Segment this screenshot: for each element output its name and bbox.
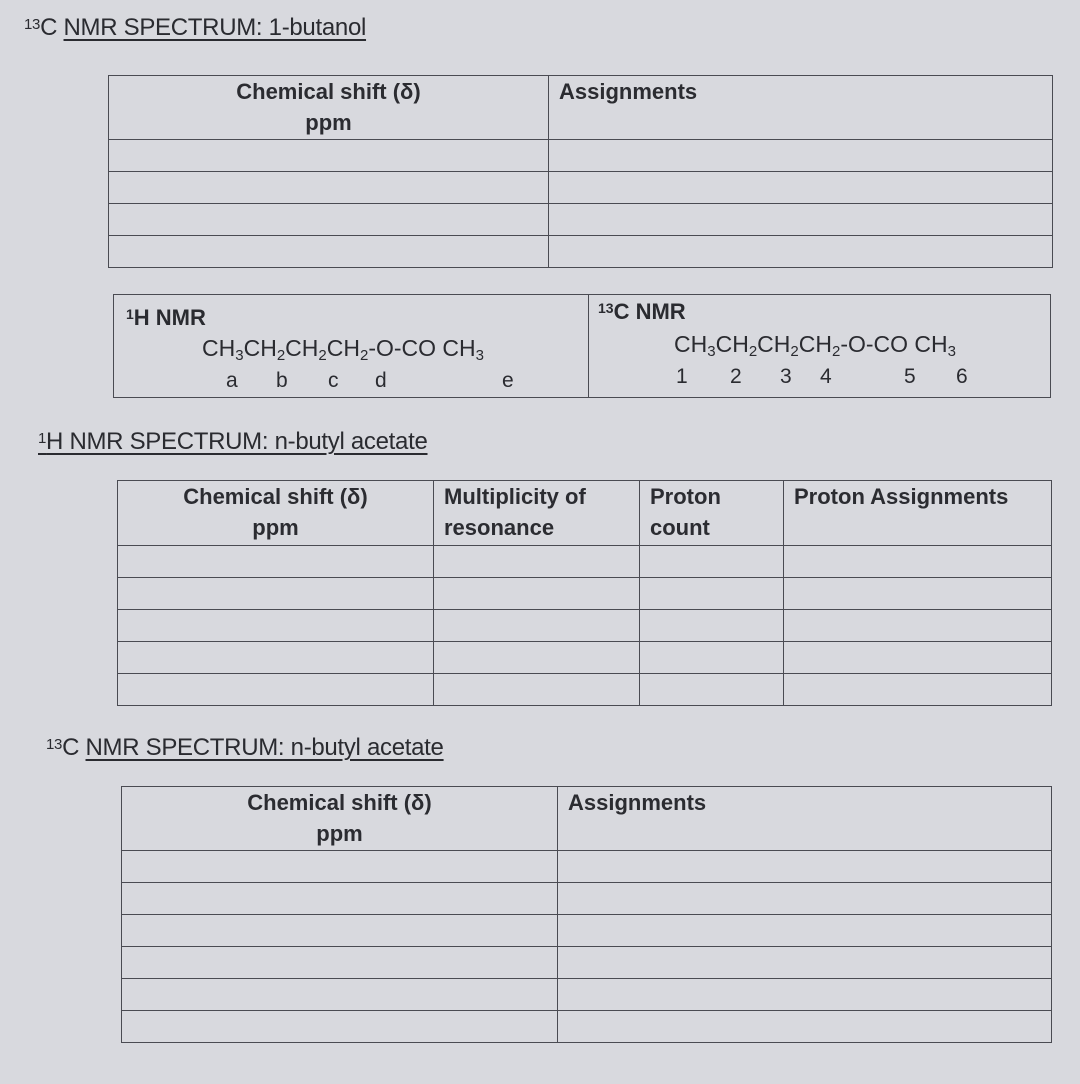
table-row [118, 674, 1052, 706]
label-4: 4 [820, 365, 832, 388]
chemical-shift-header: Chemical shift (δ) ppm [109, 76, 549, 140]
table-row [109, 236, 1053, 268]
proton-count-header: Proton count [640, 481, 784, 546]
butyl-acetate-formula-h: $CH_3CH_2CH_2CH_2-O-CO$ $CH_3$ [202, 335, 484, 364]
multiplicity-cell[interactable] [434, 642, 640, 674]
shift-cell[interactable] [122, 979, 558, 1011]
multiplicity-header: Multiplicity of resonance [434, 481, 640, 546]
table-row [109, 172, 1053, 204]
assignment-cell[interactable] [558, 915, 1052, 947]
shift-cell[interactable] [122, 883, 558, 915]
butyl-acetate-13c-table [121, 786, 1052, 1043]
shift-cell[interactable] [122, 851, 558, 883]
table-row [118, 642, 1052, 674]
table-row [122, 915, 1052, 947]
assignment-cell[interactable] [784, 546, 1052, 578]
shift-cell[interactable] [109, 172, 549, 204]
shift-cell[interactable] [118, 578, 434, 610]
label-1: 1 [676, 365, 688, 388]
count-cell[interactable] [640, 642, 784, 674]
table-row [118, 610, 1052, 642]
table-row [118, 546, 1052, 578]
shift-cell[interactable] [109, 236, 549, 268]
shift-cell[interactable] [109, 204, 549, 236]
label-5: 5 [904, 365, 916, 388]
table-row [118, 578, 1052, 610]
assignment-cell[interactable] [784, 642, 1052, 674]
assignment-cell[interactable] [558, 947, 1052, 979]
chemical-shift-header: Chemical shift (δ) ppm [122, 787, 558, 851]
assignments-header: Assignments [558, 787, 1052, 851]
label-d: d [375, 369, 387, 392]
multiplicity-cell[interactable] [434, 674, 640, 706]
section1-title: $^{13}$C NMR SPECTRUM: 1-butanol [24, 14, 367, 41]
table-row [109, 204, 1053, 236]
count-cell[interactable] [640, 674, 784, 706]
table-row [109, 140, 1053, 172]
assignment-cell[interactable] [784, 578, 1052, 610]
shift-cell[interactable] [118, 610, 434, 642]
assignments-header: Assignments [549, 76, 1053, 140]
multiplicity-cell[interactable] [434, 610, 640, 642]
count-cell[interactable] [640, 546, 784, 578]
assignment-cell[interactable] [549, 140, 1053, 172]
label-b: b [276, 369, 288, 392]
butanol-13c-table [108, 75, 1053, 268]
label-6: 6 [956, 365, 968, 388]
section3-title: $^{13}$C NMR SPECTRUM: n-butyl acetate [46, 734, 444, 761]
table-row [122, 883, 1052, 915]
assignment-cell[interactable] [558, 851, 1052, 883]
table-row [122, 979, 1052, 1011]
table-row [122, 1011, 1052, 1043]
assignment-cell[interactable] [549, 236, 1053, 268]
assignment-cell[interactable] [549, 204, 1053, 236]
multiplicity-cell[interactable] [434, 546, 640, 578]
shift-cell[interactable] [122, 1011, 558, 1043]
count-cell[interactable] [640, 610, 784, 642]
h-nmr-label: $^1$H NMR [126, 305, 206, 330]
count-cell[interactable] [640, 578, 784, 610]
chemical-shift-header: Chemical shift (δ) ppm [118, 481, 434, 546]
label-3: 3 [780, 365, 792, 388]
table-row [122, 947, 1052, 979]
shift-cell[interactable] [109, 140, 549, 172]
assignment-cell[interactable] [784, 610, 1052, 642]
proton-assignments-header: Proton Assignments [784, 481, 1052, 546]
label-a: a [226, 369, 238, 392]
structure-box [113, 294, 1051, 398]
shift-cell[interactable] [122, 915, 558, 947]
label-2: 2 [730, 365, 742, 388]
shift-cell[interactable] [122, 947, 558, 979]
label-c: c [328, 369, 339, 392]
assignment-cell[interactable] [549, 172, 1053, 204]
butyl-acetate-1h-table [117, 480, 1052, 706]
assignment-cell[interactable] [558, 979, 1052, 1011]
butyl-acetate-formula-c: $CH_3CH_2CH_2CH_2-O-CO$ $CH_3$ [674, 331, 956, 360]
assignment-cell[interactable] [784, 674, 1052, 706]
table-row [122, 851, 1052, 883]
c-nmr-label: $^{13}$C NMR [598, 299, 686, 324]
assignment-cell[interactable] [558, 883, 1052, 915]
assignment-cell[interactable] [558, 1011, 1052, 1043]
label-e: e [502, 369, 514, 392]
shift-cell[interactable] [118, 642, 434, 674]
section2-title: $^1$H NMR SPECTRUM: n-butyl acetate [38, 428, 428, 455]
shift-cell[interactable] [118, 546, 434, 578]
multiplicity-cell[interactable] [434, 578, 640, 610]
shift-cell[interactable] [118, 674, 434, 706]
